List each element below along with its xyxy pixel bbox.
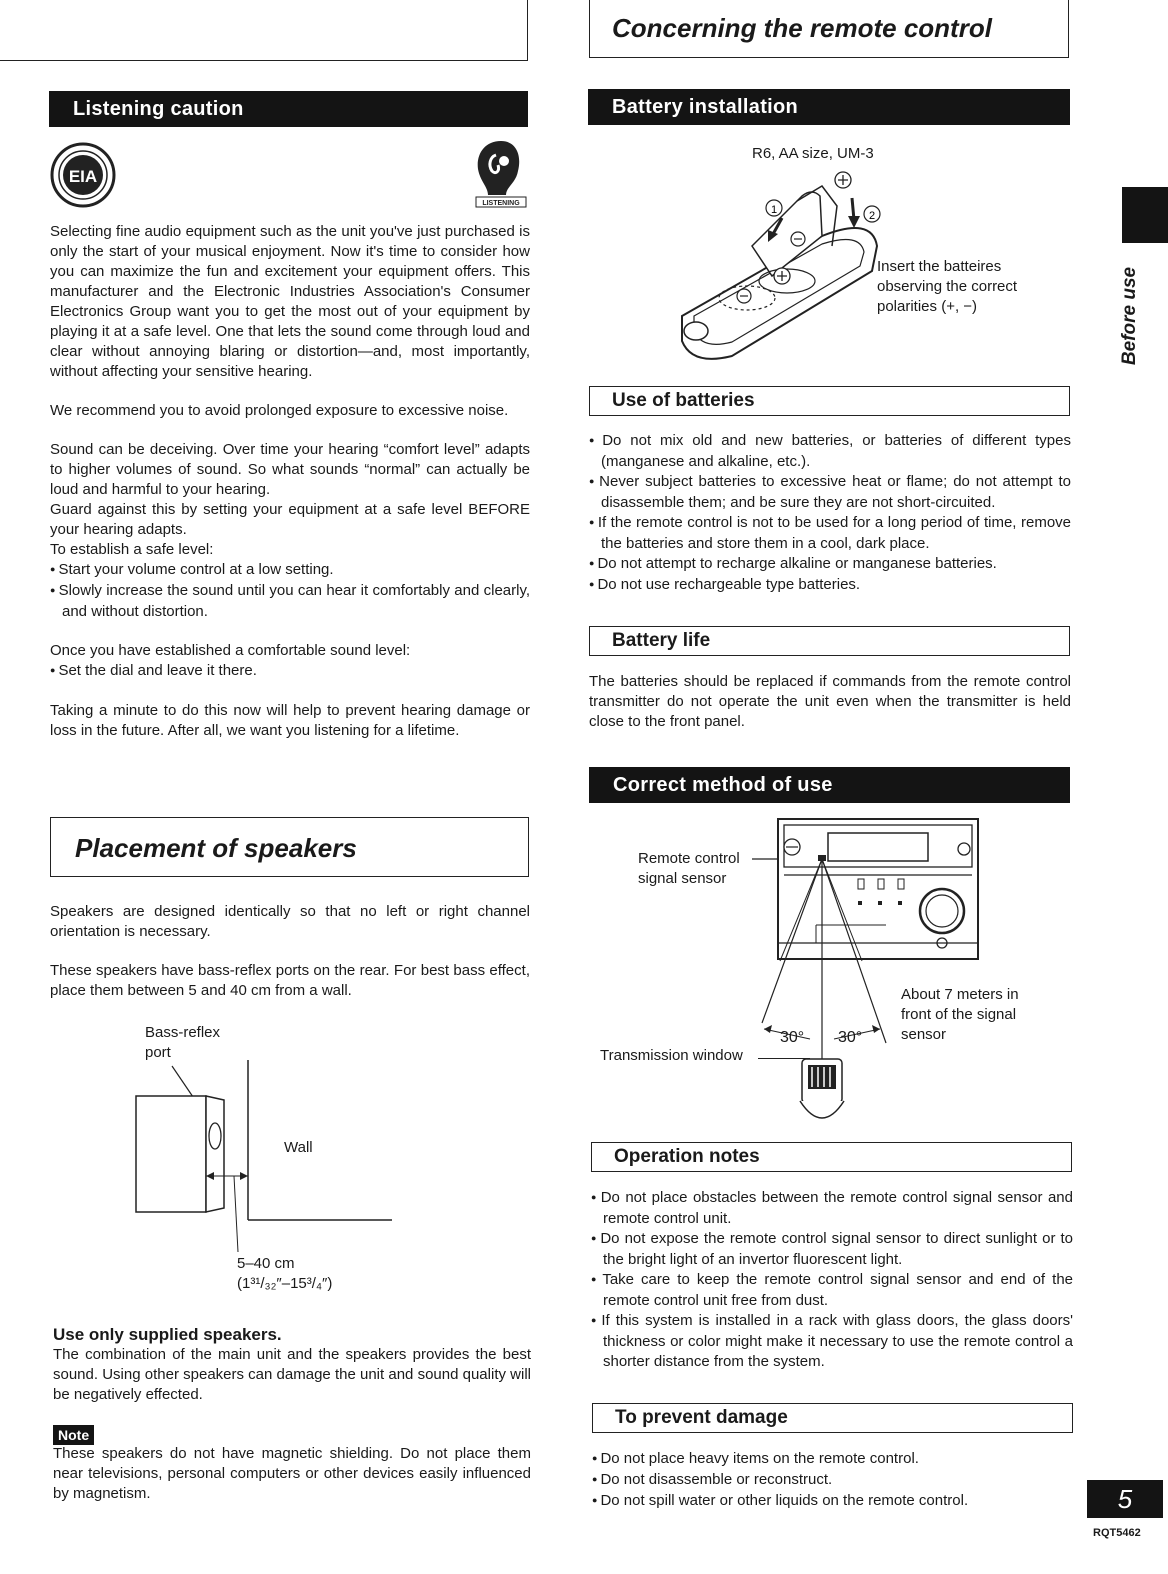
svg-text:2: 2 bbox=[868, 210, 876, 222]
port-label-1: Bass-reflex bbox=[145, 1024, 221, 1041]
note-badge: Note bbox=[53, 1425, 94, 1445]
listening-bullets-1 bbox=[50, 560, 530, 622]
operation-notes-list bbox=[591, 1188, 1073, 1372]
list-item: ● Slowly increase the sound until you can hear it comfortably and clearly, and without distortion. bbox=[50, 581, 530, 622]
list-item: ● Do not spill water or other liquids on the remote control. bbox=[592, 1491, 1074, 1512]
correct-method-heading: Correct method of use bbox=[589, 767, 1070, 803]
eia-logo bbox=[49, 141, 117, 209]
list-item: ● Do not disassemble or reconstruct. bbox=[592, 1470, 1074, 1491]
placement-text-block bbox=[50, 902, 530, 1001]
listening-logo bbox=[470, 137, 532, 209]
list-item: ● Do not place heavy items on the remote control. bbox=[592, 1449, 1074, 1470]
supplied-speakers-block bbox=[53, 1325, 531, 1405]
supplied-text: The combination of the main unit and the speakers provides the best sound. Using other speakers can damage the unit and sound quality will be negatively effected. bbox=[53, 1346, 531, 1403]
list-item: ● Do not place obstacles between the remote control signal sensor and remote control unit. bbox=[591, 1188, 1073, 1229]
distance-inch-label: (1³¹/₃₂″–15³/₄″) bbox=[237, 1275, 333, 1292]
list-item: ● Do not use rechargeable type batteries. bbox=[589, 575, 1071, 596]
listening-para-7: Taking a minute to do this now will help to prevent hearing damage or loss in the future. After all, we want you listening for a lifetime. bbox=[50, 702, 530, 739]
placement-para-2: These speakers have bass-reflex ports on the rear. For best bass effect, place them between 5 and 40 cm from a wall. bbox=[50, 962, 530, 999]
battery-size-label: R6, AA size, UM-3 bbox=[752, 145, 874, 162]
wall-label: Wall bbox=[284, 1139, 313, 1156]
placement-heading: Placement of speakers bbox=[75, 833, 357, 863]
battery-remote-illustration bbox=[672, 166, 884, 366]
supplied-heading: Use only supplied speakers. bbox=[53, 1325, 282, 1344]
listening-para-2: We recommend you to avoid prolonged exposure to excessive noise. bbox=[50, 402, 509, 419]
placement-heading-box bbox=[50, 817, 529, 877]
list-item: ● Never subject batteries to excessive heat or flame; do not attempt to disassemble them; and be sure they are not short-circuited. bbox=[589, 472, 1071, 513]
signal-range-diagram bbox=[740, 815, 990, 1135]
prevent-damage-list bbox=[592, 1449, 1074, 1512]
side-tab-label: Before use bbox=[1119, 266, 1140, 366]
speaker-wall-diagram bbox=[120, 1060, 400, 1260]
list-item: ● If the remote control is not to be used for a long period of time, remove the batteries and store them in a cool, dark place. bbox=[589, 513, 1071, 554]
eia-logo-text: EIA bbox=[68, 167, 98, 186]
list-item: ● Start your volume control at a low setting. bbox=[50, 560, 530, 581]
battery-installation-heading: Battery installation bbox=[588, 89, 1070, 125]
note-text: These speakers do not have magnetic shielding. Do not place them near televisions, personal computers or other devices easily influenced by magnetism. bbox=[53, 1445, 531, 1502]
angle-left-label: 30° bbox=[780, 1029, 805, 1046]
listening-para-4: Guard against this by setting your equipment at a safe level BEFORE your hearing adapts. bbox=[50, 501, 530, 538]
list-item: ● If this system is installed in a rack with glass doors, the glass doors' thickness or color might make it necessary to use the remote control a shorter distance from the system. bbox=[591, 1311, 1073, 1372]
listening-logo-text: LISTENING bbox=[482, 200, 520, 207]
listening-para-1: Selecting fine audio equipment such as the unit you've just purchased is only the start of your musical enjoyment. Now it's time to consider how you can maximize the fun and excitement your equipment offers. This manufacturer and the Electronic Industries Association's Consumer Electronics Group want you to get the most out of your equipment by playing it at a safe level. One that lets the sound come through loud and clear without annoying blaring or distortion—and, most importantly, without affecting your sensitive hearing. bbox=[50, 223, 530, 380]
listening-para-6: Once you have established a comfortable sound level: bbox=[50, 642, 411, 659]
use-of-batteries-list bbox=[589, 431, 1071, 596]
insert-batteries-text: Insert the batteires observing the correct polarities (+, −) bbox=[877, 258, 1018, 315]
top-left-frame bbox=[0, 0, 528, 61]
svg-text:1: 1 bbox=[770, 204, 778, 216]
battery-life-heading: Battery life bbox=[589, 626, 1070, 656]
port-label-2: port bbox=[145, 1044, 171, 1061]
page-number: 5 bbox=[1087, 1480, 1163, 1518]
listening-caution-heading: Listening caution bbox=[49, 91, 528, 127]
listening-bullets-2 bbox=[50, 661, 530, 682]
list-item: ● Do not expose the remote control signal sensor to direct sunlight or to the bright light of an invertor fluorescent light. bbox=[591, 1229, 1073, 1270]
distance-label-2: front of the signal bbox=[901, 1006, 1017, 1023]
listening-para-3: Sound can be deceiving. Over time your hearing “comfort level” adapts to higher volumes of sound. So what sounds “normal” can actually be loud and harmful to your hearing. bbox=[50, 441, 530, 498]
distance-label-1: About 7 meters in bbox=[901, 986, 1019, 1003]
listening-para-5: To establish a safe level: bbox=[50, 541, 214, 558]
list-item: ● Do not attempt to recharge alkaline or manganese batteries. bbox=[589, 554, 1071, 575]
battery-life-text: The batteries should be replaced if commands from the remote control transmitter do not operate the unit even when the transmitter is held close to the front panel. bbox=[589, 673, 1071, 730]
list-item: ● Do not mix old and new batteries, or batteries of different types (manganese and alkaline, etc.). bbox=[589, 431, 1071, 472]
listening-text-block bbox=[50, 222, 530, 741]
operation-notes-heading: Operation notes bbox=[591, 1142, 1072, 1172]
distance-label: 5–40 cm bbox=[237, 1255, 295, 1272]
prevent-damage-heading: To prevent damage bbox=[592, 1403, 1073, 1433]
angle-right-label: 30° bbox=[838, 1029, 863, 1046]
placement-para-1: Speakers are designed identically so that no left or right channel orientation is necessary. bbox=[50, 903, 530, 940]
header-frame bbox=[589, 0, 1069, 58]
list-item: ● Set the dial and leave it there. bbox=[50, 661, 530, 682]
transmission-window-leader bbox=[758, 1058, 810, 1059]
side-tab-block bbox=[1122, 187, 1168, 243]
sensor-label-1: Remote control bbox=[638, 850, 740, 867]
sensor-label-2: signal sensor bbox=[638, 870, 727, 887]
transmission-window-label: Transmission window bbox=[600, 1047, 743, 1064]
page-title: Concerning the remote control bbox=[612, 13, 992, 43]
use-of-batteries-heading: Use of batteries bbox=[589, 386, 1070, 416]
distance-label-3: sensor bbox=[901, 1026, 947, 1043]
list-item: ● Take care to keep the remote control signal sensor and end of the remote control unit free from dust. bbox=[591, 1270, 1073, 1311]
document-code: RQT5462 bbox=[1093, 1527, 1141, 1539]
